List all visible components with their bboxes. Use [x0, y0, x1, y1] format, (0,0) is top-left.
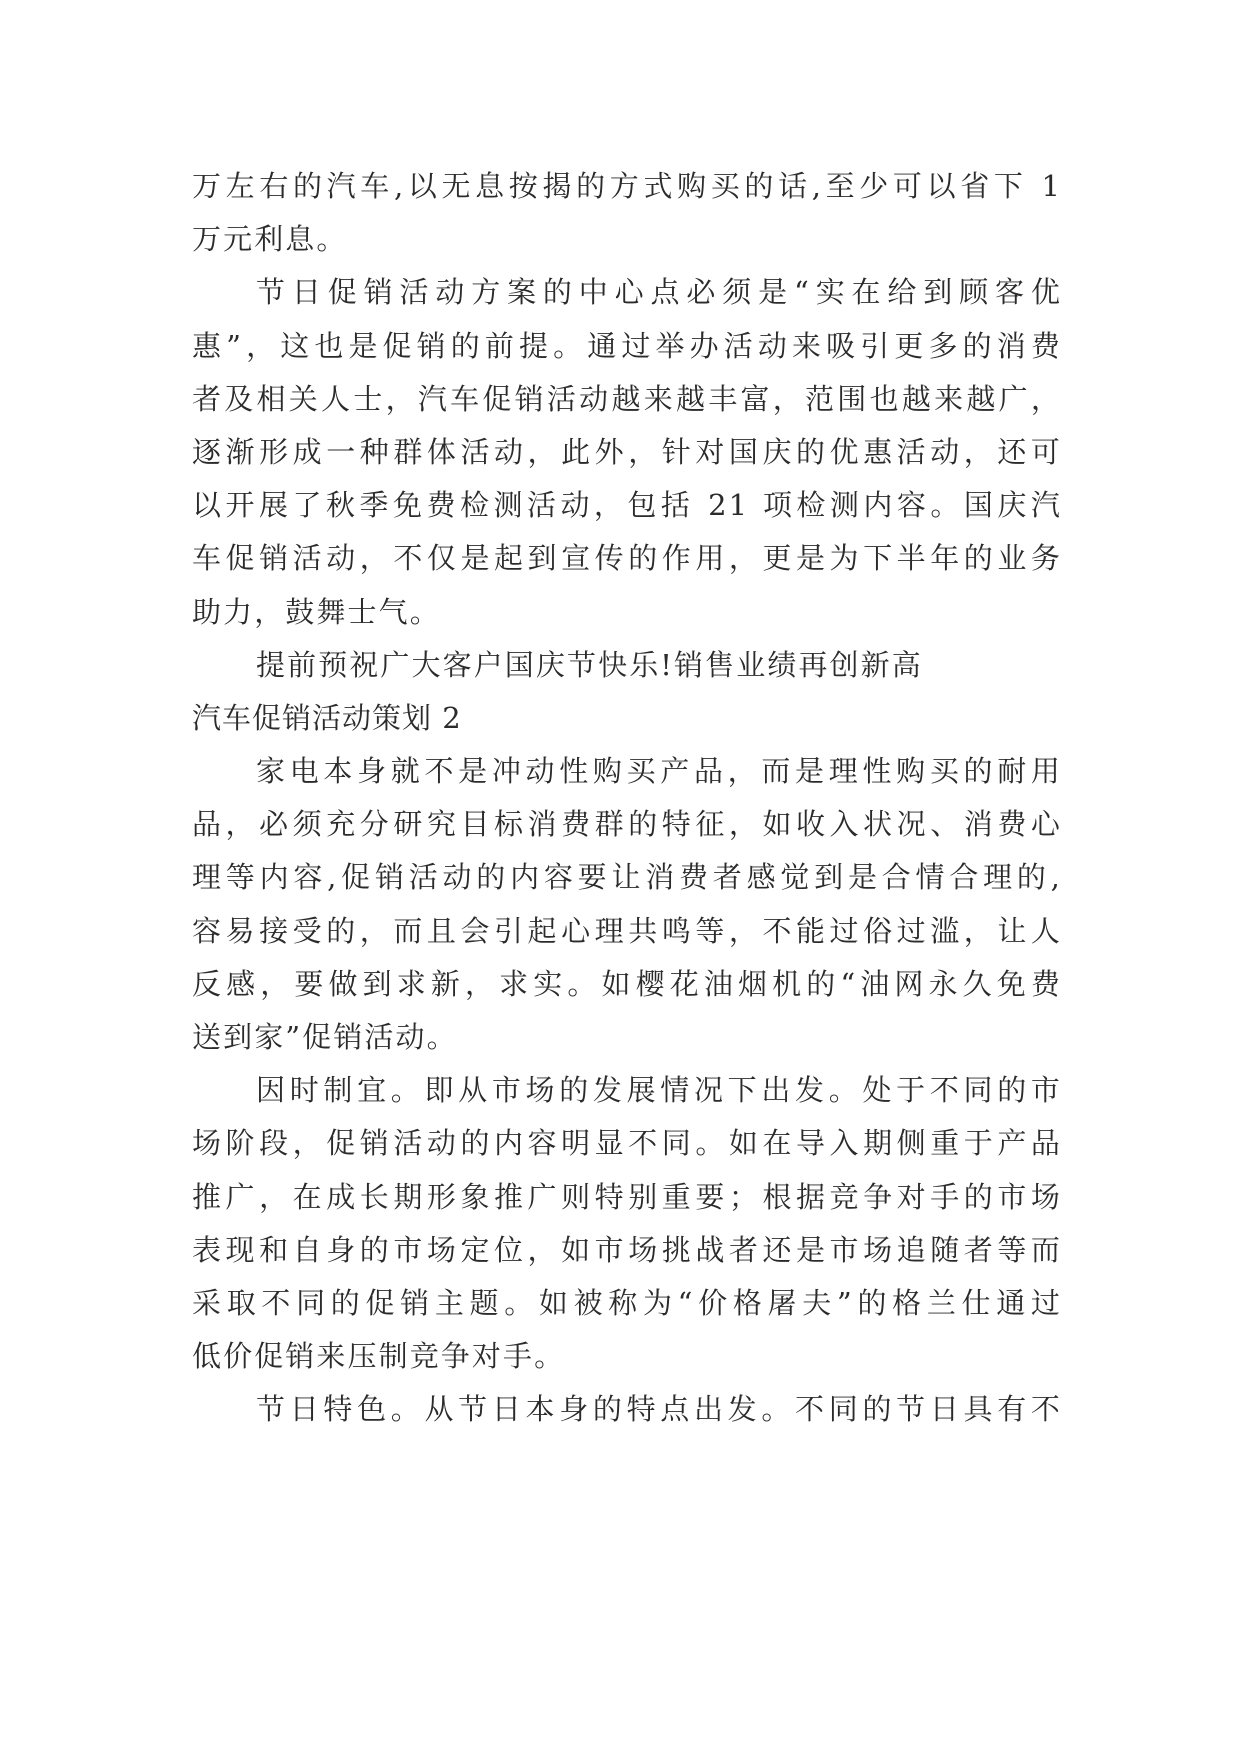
text-line: 低价促销来压制竞争对手。	[192, 1339, 566, 1374]
text-line: 万左右的汽车,以无息按揭的方式购买的话,至少可以省下 1	[192, 169, 1062, 203]
heading-text: 汽车促销活动策划 2	[192, 700, 462, 735]
paragraph	[192, 160, 1062, 266]
text-line: 车促销活动，不仅是起到宣传的作用，更是为下半年的业务	[192, 541, 1062, 576]
text-line: 场阶段，促销活动的内容明显不同。如在导入期侧重于产品	[192, 1126, 1062, 1161]
text-line: 表现和自身的市场定位，如市场挑战者还是市场追随者等而	[192, 1232, 1062, 1267]
text-line: 逐渐形成一种群体活动，此外，针对国庆的优惠活动，还可	[192, 434, 1062, 469]
text-line: 理等内容,促销活动的内容要让消费者感觉到是合情合理的,	[192, 860, 1062, 895]
text-line: 因时制宜。即从市场的发展情况下出发。处于不同的市	[256, 1073, 1062, 1108]
text-line: 者及相关人士，汽车促销活动越来越丰富，范围也越来越广，	[192, 381, 1062, 416]
text-line: 节日促销活动方案的中心点必须是“实在给到顾客优	[256, 275, 1062, 310]
text-line: 品，必须充分研究目标消费群的特征，如收入状况、消费心	[192, 807, 1062, 842]
text-line: 送到家”促销活动。	[192, 1020, 458, 1054]
document-body	[192, 160, 1062, 1437]
text-line: 推广，在成长期形象推广则特别重要；根据竞争对手的市场	[192, 1179, 1062, 1214]
paragraph	[192, 745, 1062, 1064]
text-line: 家电本身就不是冲动性购买产品，而是理性购买的耐用	[256, 754, 1062, 789]
text-line: 惠”，这也是促销的前提。通过举办活动来吸引更多的消费	[192, 328, 1062, 363]
text-line: 采取不同的促销主题。如被称为“价格屠夫”的格兰仕通过	[192, 1285, 1062, 1320]
text-line: 以开展了秋季免费检测活动，包括 21 项检测内容。国庆汽	[192, 488, 1062, 523]
text-line: 万元利息。	[192, 222, 348, 257]
text-line: 节日特色。从节日本身的特点出发。不同的节日具有不	[256, 1392, 1062, 1427]
paragraph	[192, 1064, 1062, 1383]
text-line: 助力，鼓舞士气。	[192, 594, 441, 629]
section-heading	[192, 692, 1062, 745]
paragraph	[192, 1383, 1062, 1436]
paragraph	[192, 266, 1062, 638]
text-line: 容易接受的，而且会引起心理共鸣等，不能过俗过滥，让人	[192, 913, 1062, 948]
text-line: 反感，要做到求新，求实。如樱花油烟机的“油网永久免费	[192, 966, 1062, 1001]
paragraph	[192, 639, 1062, 692]
text-line: 提前预祝广大客户国庆节快乐!销售业绩再创新高	[256, 647, 923, 682]
